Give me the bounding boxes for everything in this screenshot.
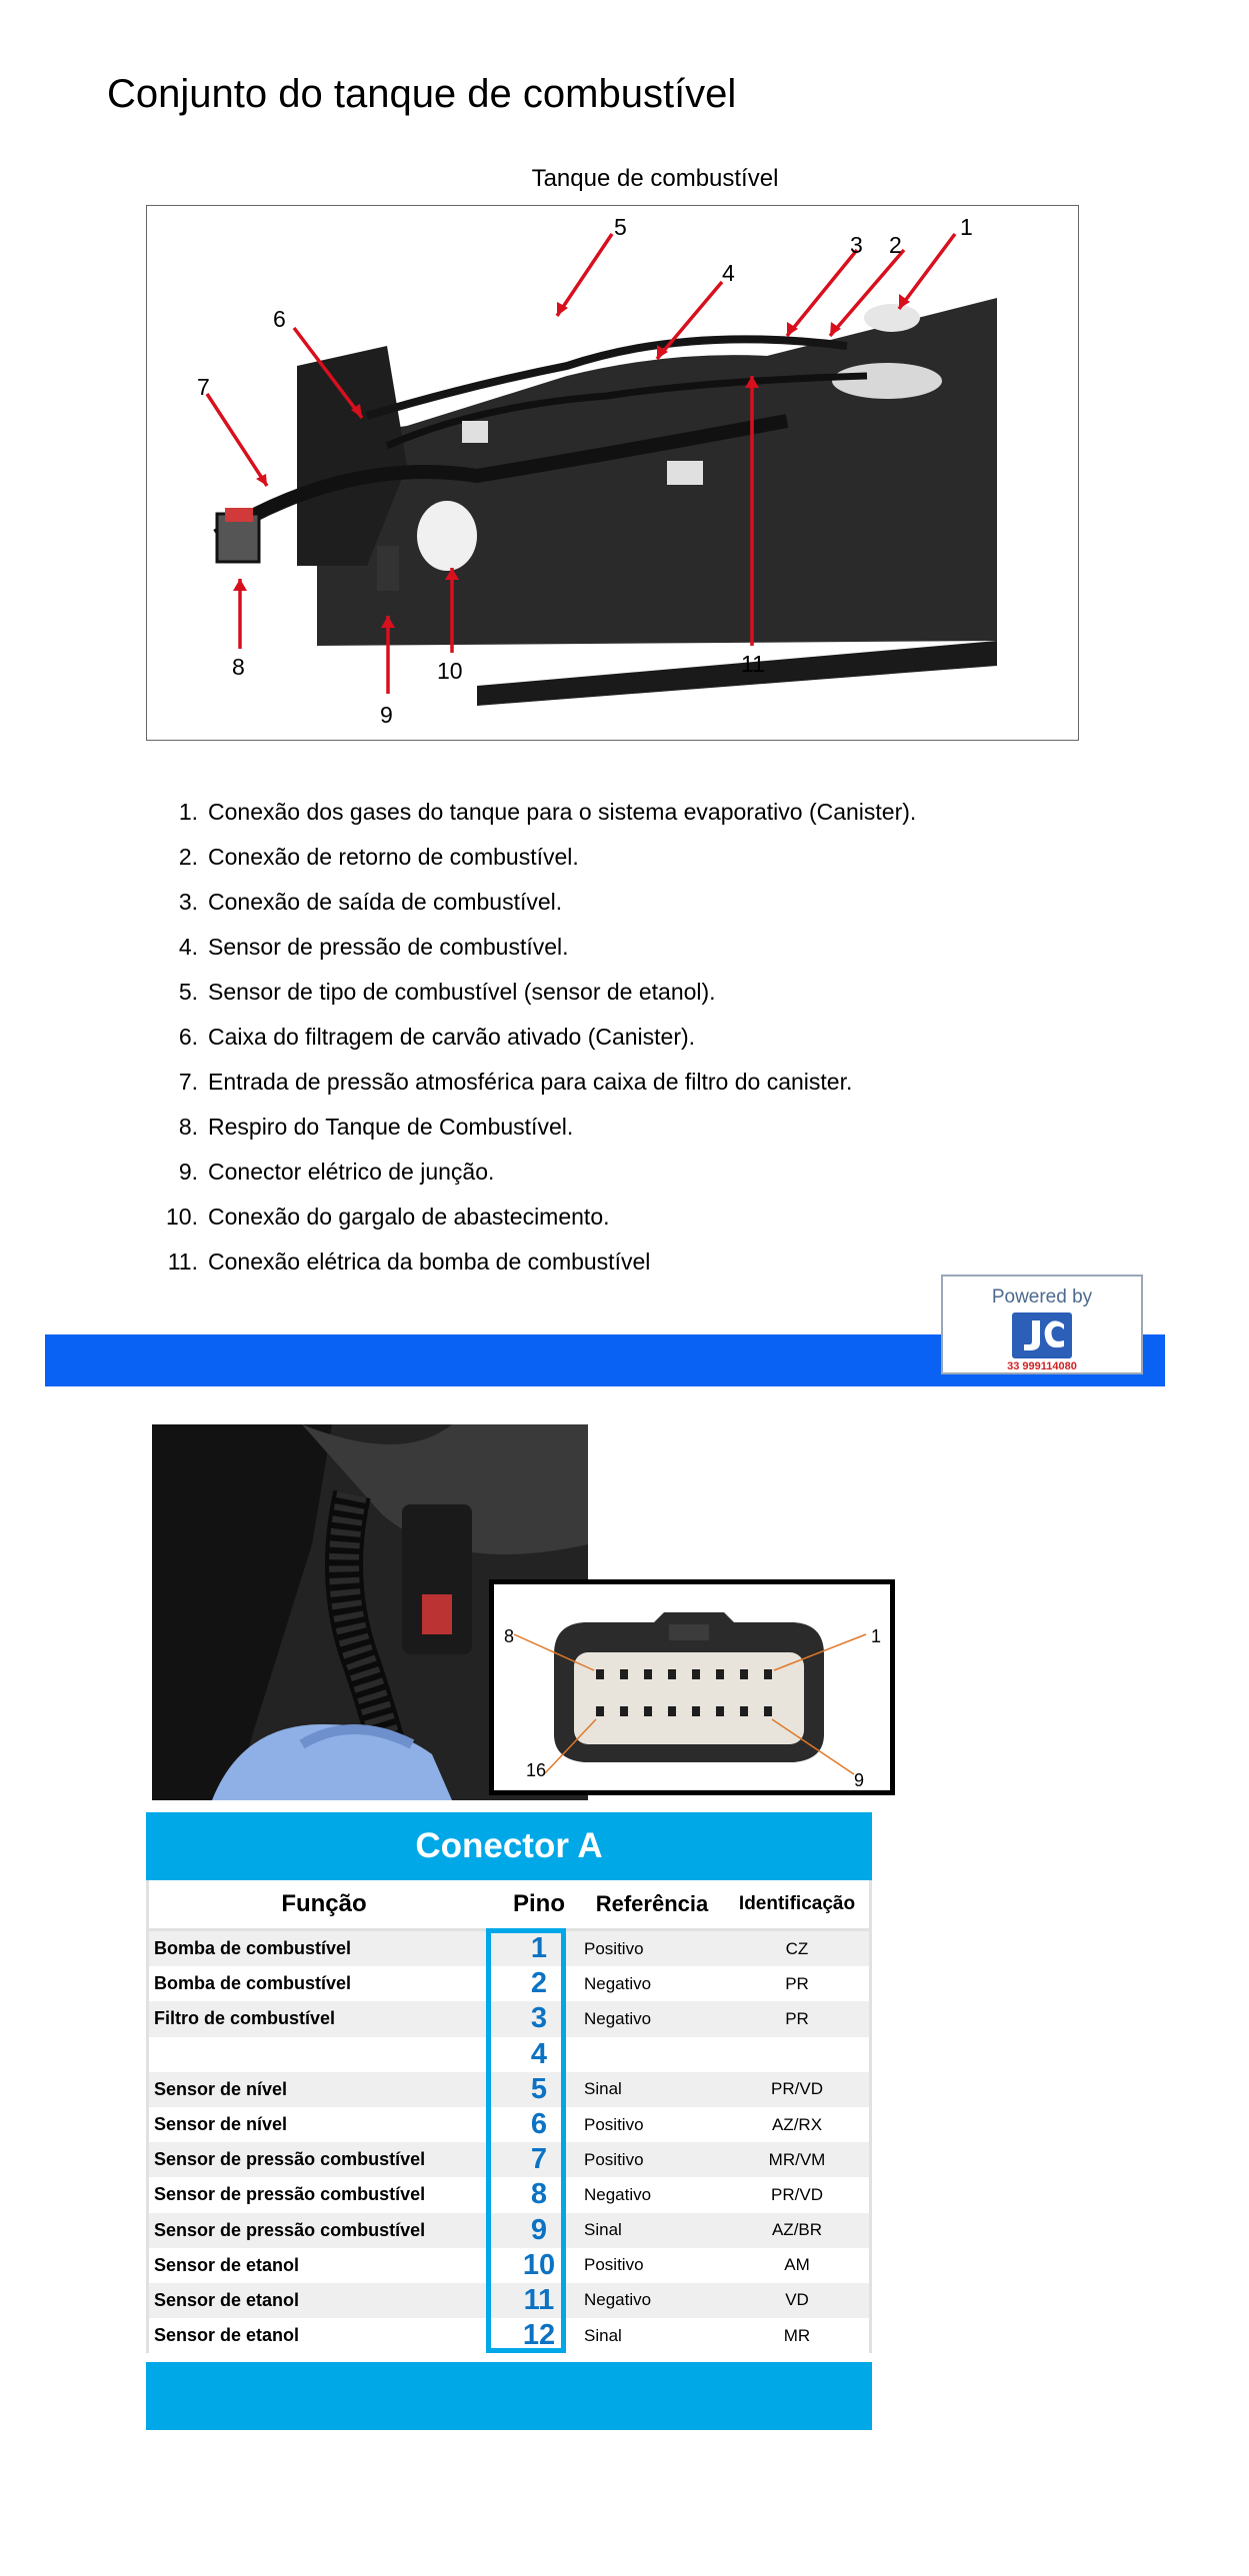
fuel-tank-figure [146,205,1079,741]
pin-label-1: 1 [871,1626,882,1646]
table-header-row [149,1880,869,1931]
label-sticker [462,421,488,443]
column-header-referencia: Referência [595,1891,709,1916]
callout-label: 6 [273,306,286,332]
powered-by-text: Powered by [991,1287,1093,1307]
connector-pinout-diagram [489,1579,895,1795]
list-item: 4. Sensor de pressão de combustível. [178,934,569,960]
fuel-pump-flange [832,363,942,399]
junction-connector [377,546,399,591]
callout-label: 1 [960,214,973,240]
callout-arrow-7 [207,394,267,486]
callout-arrow-4 [657,282,722,359]
figure-caption: Tanque de combustível [531,165,779,192]
table-row: Bomba de combustível 1 Positivo CZ [149,1931,869,1966]
callout-label: 7 [197,374,210,400]
table-row: Sensor de etanol 12 Sinal MR [154,2319,811,2352]
pin-label-16: 16 [526,1760,547,1780]
list-item: 3. Conexão de saída de combustível. [178,889,563,915]
callout-label: 2 [889,232,902,258]
list-item: 5. Sensor de tipo de combustível (sensor de etanol). [178,979,716,1005]
callout-arrow-3 [787,250,857,336]
callout-arrow-5 [557,234,612,316]
powered-by-phone: 33 999114080 [1007,1360,1077,1372]
callout-label: 4 [722,260,735,286]
parts-list [158,790,1108,1285]
callout-label: 10 [437,658,463,684]
connector-face-illustration [494,1584,890,1790]
callout-arrow-1 [899,234,955,309]
column-header-pino: Pino [513,1890,565,1917]
table-row: Sensor de etanol 11 Negativo VD [149,2283,869,2318]
table-row: Sensor de pressão combustível 7 Positivo MR/VM [149,2142,869,2177]
vent-connector-latch [225,508,253,522]
list-item: 2. Conexão de retorno de combustível. [178,844,579,870]
table-grid [146,1880,872,2353]
column-header-identificacao: Identificação [738,1893,856,1914]
list-item: 10. Conexão do gargalo de abastecimento. [166,1204,610,1230]
column-header-funcao: Função [281,1890,367,1917]
page-title: Conjunto do tanque de combustível [107,72,737,116]
table-row: Filtro de combustível 3 Negativo PR [149,2001,869,2036]
table-row: Sensor de pressão combustível 9 Sinal AZ/BR [149,2213,869,2248]
table-row: Bomba de combustível 2 Negativo PR [154,1967,809,2000]
list-item: 6. Caixa do filtragem de carvão ativado (Canister). [178,1024,696,1050]
jc-logo-icon [1010,1310,1074,1360]
callout-label: 5 [614,214,627,240]
pin-label-9: 9 [854,1770,865,1790]
connector-a-table [146,1812,872,2430]
list-item: 7. Entrada de pressão atmosférica para caixa de filtro do canister. [178,1069,853,1095]
vent-cap [864,304,920,332]
table-row: Sensor de nível 5 Sinal PR/VD [149,2072,869,2107]
table-body [149,1931,869,2353]
callout-label: 8 [232,654,245,680]
list-item: 11. Conexão elétrica da bomba de combustível [167,1249,651,1275]
callout-label: 11 [741,651,765,677]
label-sticker [667,461,703,485]
powered-by-badge [941,1275,1143,1374]
list-item: 1. Conexão dos gases do tanque para o sistema evaporativo (Canister). [178,799,917,825]
table-footer-band [146,2362,872,2430]
table-row: Sensor de etanol 10 Positivo AM [154,2248,810,2281]
callout-label: 9 [380,702,393,728]
list-item: 9. Conector elétrico de junção. [178,1159,495,1185]
table-title: Conector A [146,1812,872,1880]
tank-bottom [477,641,997,706]
pin-label-8: 8 [504,1626,515,1646]
callout-label: 3 [850,232,863,258]
filler-neck [417,501,477,571]
list-item: 8. Respiro do Tanque de Combustível. [178,1114,574,1140]
table-row: 4 [530,2037,548,2070]
fuel-tank-illustration [147,206,1079,741]
table-row: Sensor de pressão combustível 8 Negativo PR/VD [154,2178,823,2211]
table-row: Sensor de nível 6 Positivo AZ/RX [154,2108,823,2141]
